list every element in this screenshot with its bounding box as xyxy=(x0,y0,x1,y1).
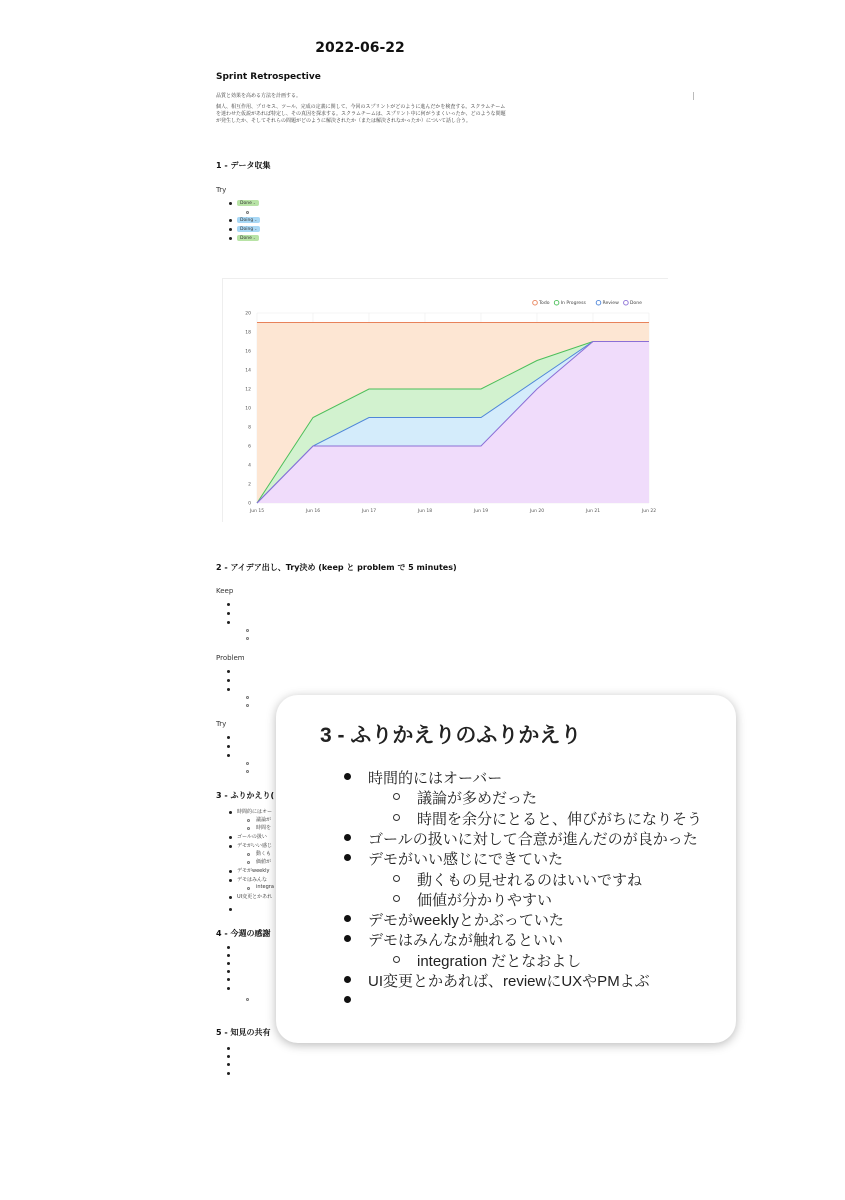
x-tick-label: Jun 19 xyxy=(473,509,489,514)
list-bullet-sub xyxy=(246,211,249,214)
list-bullet xyxy=(227,1047,230,1050)
list-bullet xyxy=(229,896,232,899)
list-bullet xyxy=(344,996,351,1003)
x-tick-label: Jun 20 xyxy=(529,509,545,514)
legend-label: Todo xyxy=(539,301,550,306)
list-item: デモがweeklyとかぶっていた xyxy=(368,912,564,930)
zoomed-section-title: 3 - ふりかえりのふりかえり xyxy=(320,724,582,747)
list-bullet-sub xyxy=(246,998,249,1001)
list-bullet xyxy=(229,237,232,240)
page-date: 2022-06-22 xyxy=(315,40,405,56)
list-bullet xyxy=(344,935,351,942)
small-item: 動くも xyxy=(256,851,272,857)
status-badge[interactable]: Doing⌄ xyxy=(237,217,260,223)
legend-marker xyxy=(533,300,538,305)
list-bullet xyxy=(227,688,230,691)
list-bullet-sub xyxy=(246,770,249,773)
list-bullet xyxy=(227,736,230,739)
list-bullet-sub xyxy=(247,887,250,890)
list-bullet xyxy=(344,834,351,841)
scroll-indicator[interactable] xyxy=(693,92,694,100)
list-bullet xyxy=(229,908,232,911)
list-bullet xyxy=(344,854,351,861)
list-bullet-sub xyxy=(393,814,400,821)
list-bullet xyxy=(229,228,232,231)
page-description: 個人、相互作用、プロセス、ツール、完成の定義に関して、今回のスプリントがどのように進んだかを検査する。スクラムチームを迷わせた仮説があれば特定し、その真因を探求する。スクラムチームは、スプリント中に何がうまくいったか、どのような問題が発生したか、そしてそれらの問題がどのように解決されたか（または解決されなかったか）について話し合う。 xyxy=(216,104,506,125)
list-bullet xyxy=(227,987,230,990)
list-bullet xyxy=(227,1063,230,1066)
legend-marker xyxy=(554,300,559,305)
list-bullet xyxy=(229,845,232,848)
list-bullet xyxy=(344,915,351,922)
try-label: Try xyxy=(216,720,227,728)
list-bullet xyxy=(229,836,232,839)
list-bullet xyxy=(227,745,230,748)
x-tick-label: Jun 17 xyxy=(361,509,377,514)
chevron-down-icon: ⌄ xyxy=(252,201,256,205)
list-item: 動くもの見せれるのはいいですね xyxy=(417,871,643,889)
list-bullet-sub xyxy=(393,895,400,902)
y-tick-label: 16 xyxy=(245,349,251,355)
list-bullet xyxy=(229,202,232,205)
y-tick-label: 8 xyxy=(248,425,251,431)
y-tick-label: 2 xyxy=(248,482,251,488)
small-item: 時間を xyxy=(256,825,272,831)
list-bullet xyxy=(227,603,230,606)
y-tick-label: 10 xyxy=(245,406,251,412)
list-item: UI変更とかあれば、reviewにUXやPMよぶ xyxy=(368,973,650,990)
status-badge[interactable]: Done⌄ xyxy=(237,235,259,241)
list-bullet xyxy=(227,1055,230,1058)
small-item: 議論が xyxy=(256,817,272,823)
y-tick-label: 20 xyxy=(245,311,251,317)
list-item: ゴールの扱いに対して合意が進んだのが良かった xyxy=(368,830,698,848)
problem-label: Problem xyxy=(216,654,245,662)
list-bullet xyxy=(227,1072,230,1075)
small-item: デモがいい感じ xyxy=(237,843,273,849)
list-bullet xyxy=(229,219,232,222)
y-tick-label: 12 xyxy=(245,387,251,393)
list-bullet-sub xyxy=(393,875,400,882)
list-bullet-sub xyxy=(246,637,249,640)
list-bullet-sub xyxy=(393,956,400,963)
x-tick-label: Jun 18 xyxy=(417,509,433,514)
list-item: デモがいい感じにできていた xyxy=(368,851,564,869)
list-bullet-sub xyxy=(393,793,400,800)
burnup-chart xyxy=(223,279,668,522)
list-bullet xyxy=(227,978,230,981)
list-bullet xyxy=(227,954,230,957)
y-tick-label: 6 xyxy=(248,444,251,450)
section-5-heading: 5 - 知見の共有 xyxy=(216,1028,271,1037)
x-tick-label: Jun 22 xyxy=(641,509,657,514)
zoomed-section-card xyxy=(276,695,736,1043)
list-bullet xyxy=(227,679,230,682)
legend-marker xyxy=(624,300,629,305)
list-bullet-sub xyxy=(247,853,250,856)
section-2-heading: 2 - アイデア出し、Try決め (keep と problem で 5 minutes) xyxy=(216,563,457,572)
section-1-heading: 1 - データ収集 xyxy=(216,161,271,170)
list-bullet-sub xyxy=(247,819,250,822)
x-tick-label: Jun 16 xyxy=(305,509,321,514)
list-bullet xyxy=(229,879,232,882)
page-title: Sprint Retrospective xyxy=(216,72,321,82)
small-item: integra xyxy=(256,884,274,890)
small-item: 価値が xyxy=(256,859,272,865)
chevron-down-icon: ⌄ xyxy=(252,236,256,240)
keep-label: Keep xyxy=(216,587,234,595)
status-badge[interactable]: Done⌄ xyxy=(237,200,259,206)
list-bullet xyxy=(227,754,230,757)
list-bullet-sub xyxy=(246,762,249,765)
small-item: ゴールの扱い xyxy=(237,834,267,840)
list-bullet-sub xyxy=(247,861,250,864)
list-bullet-sub xyxy=(246,704,249,707)
y-tick-label: 4 xyxy=(248,463,251,469)
page-subtitle: 品質と効果を高める方法を計画する。 xyxy=(216,93,302,99)
list-item: integration だとなおよし xyxy=(417,952,582,970)
list-bullet xyxy=(227,612,230,615)
list-item: デモはみんなが触れるといい xyxy=(368,932,564,950)
y-tick-label: 14 xyxy=(245,368,251,374)
y-tick-label: 0 xyxy=(248,501,251,507)
list-bullet xyxy=(227,962,230,965)
list-bullet xyxy=(229,870,232,873)
legend-label: In Progress xyxy=(560,301,586,306)
list-bullet xyxy=(227,946,230,949)
list-item: 時間を余分にとると、伸びがちになりそう xyxy=(417,810,703,828)
list-bullet xyxy=(227,970,230,973)
list-bullet-sub xyxy=(246,629,249,632)
list-item: 議論が多めだった xyxy=(417,790,538,808)
list-bullet xyxy=(344,773,351,780)
small-item: UI変更とかあれ xyxy=(237,894,273,900)
small-item: デモはみんな xyxy=(237,877,268,883)
list-item: 価値が分かりやすい xyxy=(417,891,553,909)
legend-label: Review xyxy=(602,301,619,306)
list-bullet xyxy=(227,670,230,673)
list-bullet-sub xyxy=(246,696,249,699)
small-item: デモがweekly xyxy=(237,868,270,874)
status-badge[interactable]: Doing⌄ xyxy=(237,226,260,232)
list-item: 時間的にはオーバー xyxy=(368,770,503,787)
chevron-down-icon: ⌄ xyxy=(254,218,258,222)
legend-label: Done xyxy=(629,301,642,306)
chevron-down-icon: ⌄ xyxy=(254,227,258,231)
y-tick-label: 18 xyxy=(245,330,251,336)
x-tick-label: Jun 21 xyxy=(585,509,601,514)
small-item: 時間的にはオー xyxy=(237,809,273,815)
burnup-chart-container xyxy=(222,278,668,522)
list-bullet xyxy=(344,976,351,983)
section-3-heading-small: 3 - ふりかえり( xyxy=(216,791,275,800)
legend-marker xyxy=(596,300,601,305)
list-bullet xyxy=(229,811,232,814)
section-1-try-label: Try xyxy=(216,186,227,194)
list-bullet-sub xyxy=(247,827,250,830)
list-bullet xyxy=(227,621,230,624)
section-4-heading: 4 - 今週の感謝 xyxy=(216,929,271,938)
x-tick-label: Jun 15 xyxy=(249,509,265,514)
